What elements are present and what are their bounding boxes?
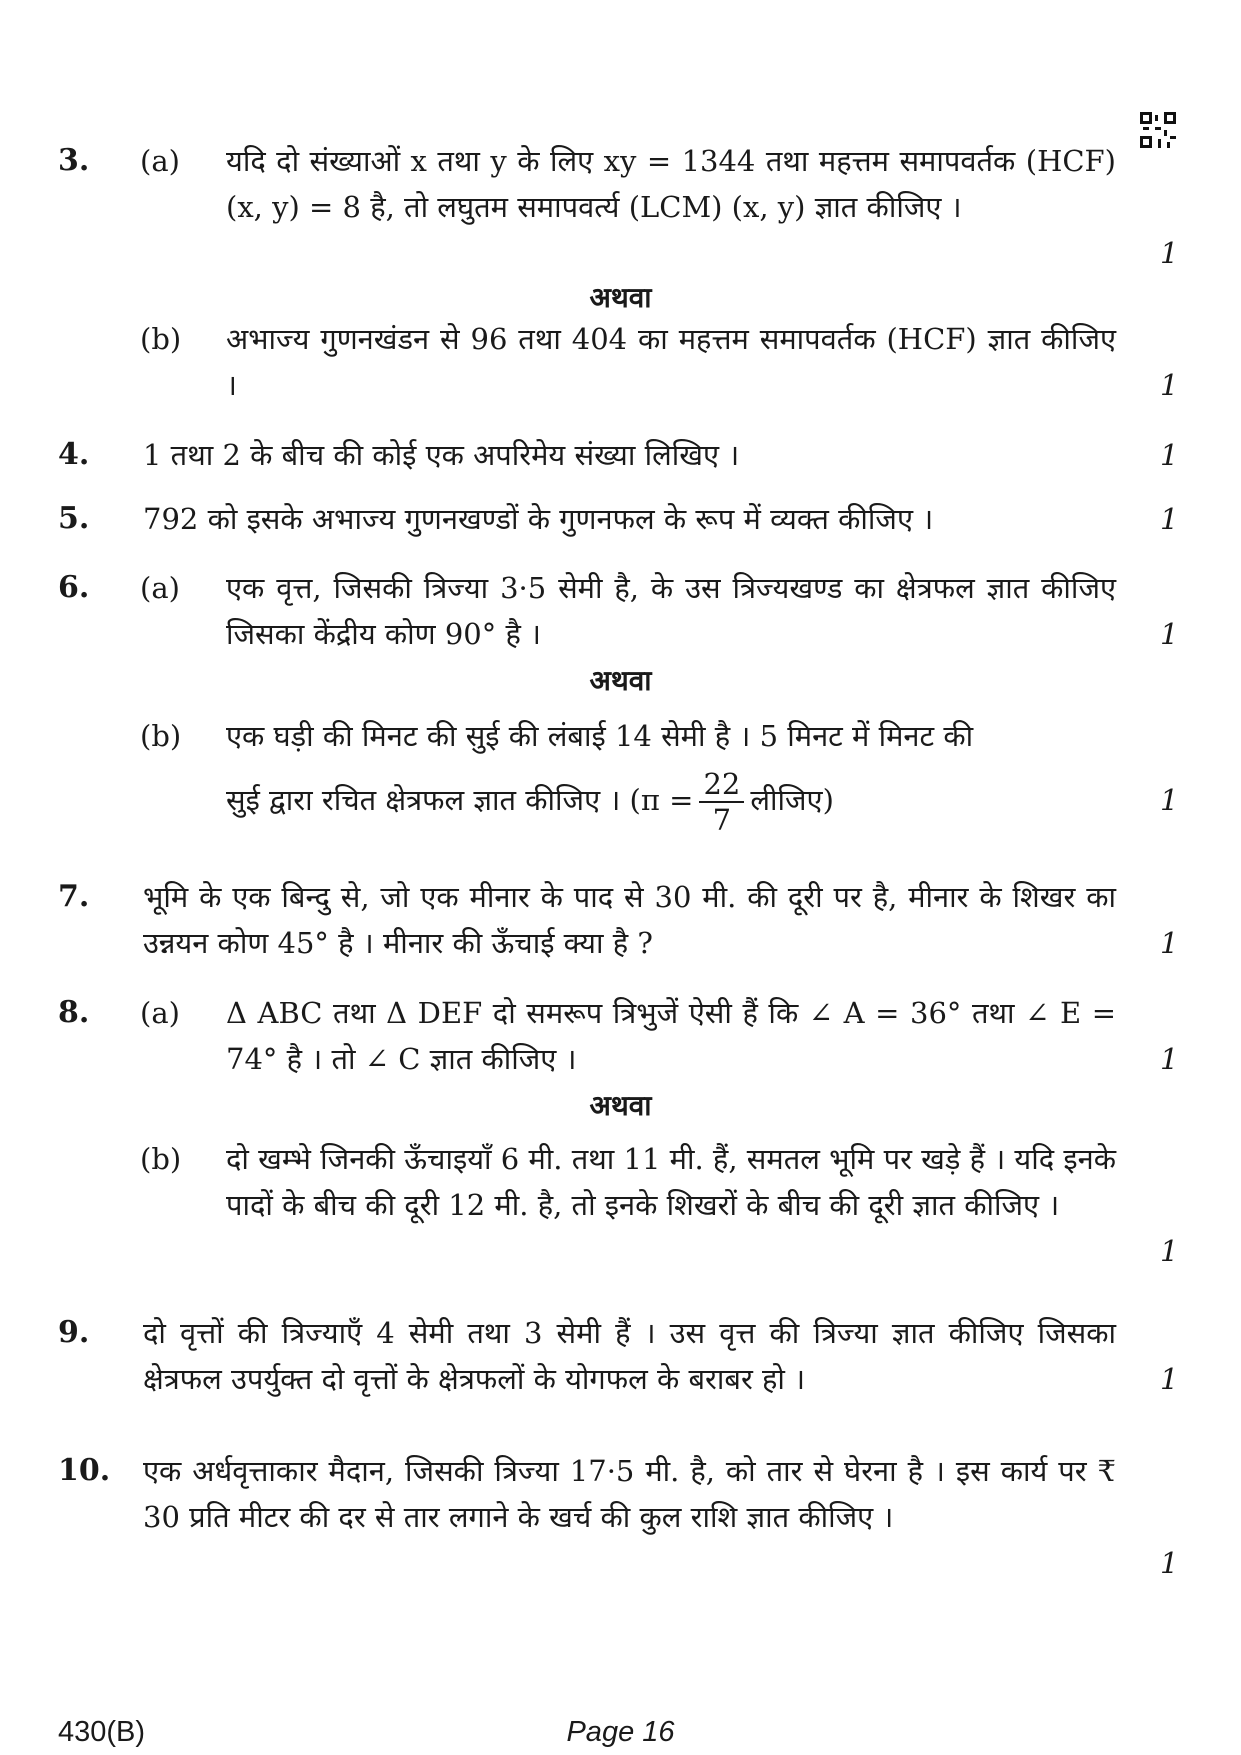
question-text-with-fraction xyxy=(226,763,1116,837)
question-text: 1 तथा 2 के बीच की कोई एक अपरिमेय संख्या लिखिए । xyxy=(143,438,740,472)
question-text: एक अर्धवृत्ताकार मैदान, जिसकी त्रिज्या 17·5 मी. है, को तार से घेरना है । इस कार्य पर ₹ 30 प्रति मीटर की दर से तार लगाने के खर्च की कुल राशि ज्ञात कीजिए । xyxy=(143,1454,1116,1534)
fraction-numerator: 22 xyxy=(703,767,741,801)
question-number: 6. xyxy=(58,570,90,605)
marks: 1 xyxy=(1160,1362,1179,1396)
question-text: यदि दो संख्याओं x तथा y के लिए xy = 1344 तथा महत्तम समापवर्तक (HCF) (x, y) = 8 है, तो लघुतम समापवर्त्य (LCM) (x, y) ज्ञात कीजिए । xyxy=(226,144,1116,224)
or-divider: अथवा xyxy=(589,664,652,697)
fraction-denominator: 7 xyxy=(699,801,744,837)
or-divider: अथवा xyxy=(589,1089,652,1122)
question-number: 4. xyxy=(58,437,90,472)
part-label: (a) xyxy=(140,144,180,178)
marks: 1 xyxy=(1160,1042,1179,1076)
part-label: (a) xyxy=(140,571,180,605)
page-number: Page 16 xyxy=(566,1716,675,1748)
part-label: (b) xyxy=(140,719,182,753)
qr-code-icon xyxy=(1140,112,1176,148)
question-number: 5. xyxy=(58,501,90,536)
question-number: 3. xyxy=(58,143,90,178)
marks: 1 xyxy=(1160,926,1179,960)
marks: 1 xyxy=(1160,1546,1179,1580)
question-text: 792 को इसके अभाज्य गुणनखण्डों के गुणनफल के रूप में व्यक्त कीजिए । xyxy=(143,502,934,536)
question-text: दो खम्भे जिनकी ऊँचाइयाँ 6 मी. तथा 11 मी. हैं, समतल भूमि पर खड़े हैं । यदि इनके पादों के बीच की दूरी 12 मी. है, तो इनके शिखरों के बीच की दूरी ज्ञात कीजिए । xyxy=(226,1142,1116,1222)
question-text: एक घड़ी की मिनट की सुई की लंबाई 14 सेमी है । 5 मिनट में मिनट की xyxy=(226,719,974,753)
question-number: 7. xyxy=(58,879,90,914)
or-divider: अथवा xyxy=(589,281,652,314)
marks: 1 xyxy=(1160,1234,1179,1268)
marks: 1 xyxy=(1160,502,1179,536)
text-before-fraction: सुई द्वारा रचित क्षेत्रफल ज्ञात कीजिए । (π = xyxy=(226,783,694,817)
question-number: 8. xyxy=(58,995,90,1030)
question-number: 10. xyxy=(58,1453,111,1488)
part-label: (a) xyxy=(140,996,180,1030)
paper-code: 430(B) xyxy=(58,1716,146,1748)
question-text: दो वृत्तों की त्रिज्याएँ 4 सेमी तथा 3 सेमी हैं । उस वृत्त की त्रिज्या ज्ञात कीजिए जिसका क्षेत्रफल उपर्युक्त दो वृत्तों के क्षेत्रफलों के योगफल के बराबर हो । xyxy=(143,1316,1116,1396)
fraction xyxy=(699,767,744,837)
marks: 1 xyxy=(1160,236,1179,270)
text-after-fraction: लीजिए) xyxy=(750,783,834,817)
marks: 1 xyxy=(1160,783,1179,817)
marks: 1 xyxy=(1160,438,1179,472)
marks: 1 xyxy=(1160,617,1179,651)
question-text: एक वृत्त, जिसकी त्रिज्या 3·5 सेमी है, के उस त्रिज्यखण्ड का क्षेत्रफल ज्ञात कीजिए जिसका केंद्रीय कोण 90° है । xyxy=(226,571,1116,651)
question-text: भूमि के एक बिन्दु से, जो एक मीनार के पाद से 30 मी. की दूरी पर है, मीनार के शिखर का उन्नयन कोण 45° है । मीनार की ऊँचाई क्या है ? xyxy=(143,880,1116,960)
question-text: Δ ABC तथा Δ DEF दो समरूप त्रिभुजें ऐसी हैं कि ∠ A = 36° तथा ∠ E = 74° है । तो ∠ C ज्ञात कीजिए । xyxy=(226,996,1116,1076)
part-label: (b) xyxy=(140,322,182,356)
question-number: 9. xyxy=(58,1315,90,1350)
question-text: अभाज्य गुणनखंडन से 96 तथा 404 का महत्तम समापवर्तक (HCF) ज्ञात कीजिए । xyxy=(226,322,1116,402)
marks: 1 xyxy=(1160,368,1179,402)
part-label: (b) xyxy=(140,1142,182,1176)
